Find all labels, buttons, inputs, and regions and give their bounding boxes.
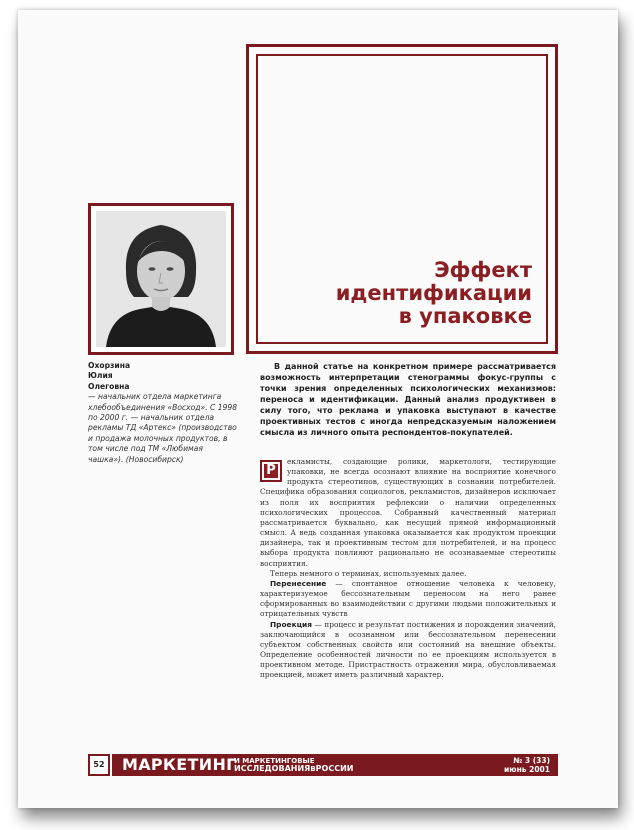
title-frame xyxy=(246,44,558,354)
paragraph-2: Теперь немного о терминах, используемых далее. xyxy=(270,568,467,578)
paragraph-4 xyxy=(260,620,556,681)
author-photo-frame xyxy=(88,203,234,355)
page-number: 52 xyxy=(88,754,110,776)
page-footer xyxy=(88,754,558,776)
term-transference: Перенесение xyxy=(270,578,327,588)
article-lead: В данной статье на конкретном примере рассматривается возможность интерпретации стенограммы фокус-группы с точки зрения определенных психологических механизмов: переноса и идентификации. Данный анализ продуктивен в силу того, что реклама и упаковка выступают в качестве проективных тестов с иногда непредсказуемым наложением смысла из личного опыта респондентов-покупателей. xyxy=(260,362,556,437)
brand-sub-line-1: И МАРКЕТИНГОВЫЕ xyxy=(234,757,315,765)
author-patronymic: Олеговна xyxy=(88,381,130,391)
paragraph-3 xyxy=(260,579,556,620)
brand-sub-word-russia: РОССИИ xyxy=(315,764,354,773)
author-photo xyxy=(96,211,226,347)
title-line-1: Эффект xyxy=(434,258,532,282)
brand-sub-line-2 xyxy=(234,765,353,773)
author-info xyxy=(88,361,238,465)
drop-cap xyxy=(260,460,282,482)
paragraph-1-text: екламисты, создающие ролики, маркетологи, тестирующие упаковки, не всегда осознают влияние на восприятие конечного продукта стереотипов, существующих в сознании потребителей. Специфика образования социологов, рекламистов, дизайнеров исключает из поля их восприятия рефлексии о наличии определенных психологических процессов. Собранный качественный материал рассматривается буквально, как несущий прямой информационный смысл. А ведь созданная упаковка оказывается как продуктом проекции дизайнера, так и проективным тестом для потребителей, и на процесс выбора продукта повлияют рационально не осознаваемые стереотипы восприятия. xyxy=(260,457,556,568)
author-name: Юлия xyxy=(88,371,113,381)
issue-date: июнь 2001 xyxy=(504,764,550,774)
magazine-brand: МАРКЕТИНГ xyxy=(122,755,237,774)
article-body xyxy=(260,457,556,680)
portrait-image xyxy=(96,211,226,347)
magazine-page xyxy=(18,10,618,808)
article-title xyxy=(336,259,532,328)
brand-sub-word-research: ИССЛЕДОВАНИЯ xyxy=(234,764,311,773)
paragraph-3-text: — спонтанное отношение человека к человеку, характеризуемое бессознательным переносом на него ранее сформированных во взаимодействии с другими людьми положительных и отрицательных чувств xyxy=(260,578,556,619)
magazine-brand-subtitle xyxy=(234,757,353,773)
author-surname: Охорзина xyxy=(88,361,131,370)
paragraph-4-text: — процесс и результат постижения и порождения значений, заключающийся в осознанном или бессознательном перенесении субъектом собственных свойств или состояний на внешние объекты. Определение особенностей личности по ее проекциям используется в проективном методе. Пристрастность отражения мира, обусловливаемая проекцией, может иметь различный характер. xyxy=(260,619,556,680)
title-line-3: в упаковке xyxy=(398,304,532,328)
issue-number: № 3 (33) xyxy=(513,756,550,765)
paragraph-1 xyxy=(260,457,556,569)
footer-bar xyxy=(112,754,558,776)
term-projection: Проекция xyxy=(270,619,312,629)
title-line-2: идентификации xyxy=(335,281,532,305)
issue-info xyxy=(504,757,550,774)
drop-cap-letter: Р xyxy=(264,464,278,478)
brand-sub-word-in: В xyxy=(310,765,316,773)
author-bio: — начальник отдела маркетинга хлебообъединения «Восход». С 1998 по 2000 г. — начальник отдела рекламы ТД «Артекс» (производство и продажа молочных продуктов, в том числе под ТМ «Любимая чашка»). (Новосибирск) xyxy=(88,392,238,464)
title-frame-inner xyxy=(256,54,548,344)
